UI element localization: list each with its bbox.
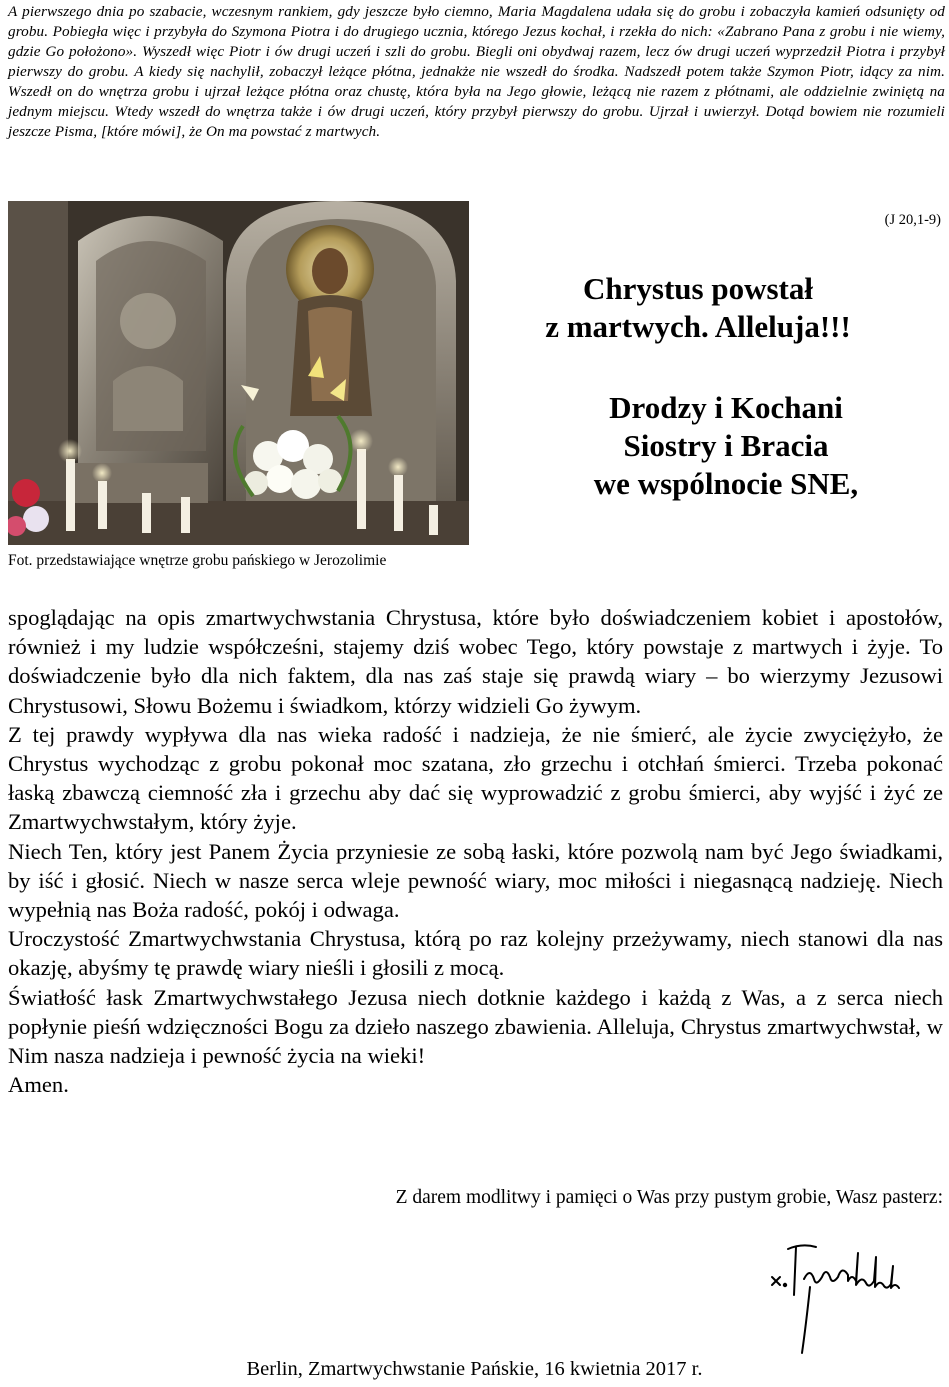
tomb-interior-photo <box>8 201 469 545</box>
greeting-line-2: Siostry i Bracia <box>623 428 829 463</box>
scripture-reference: (J 20,1-9) <box>884 212 941 228</box>
scripture-quote: A pierwszego dnia po szabacie, wczesnym rankiem, gdy jeszcze było ciemno, Maria Magdalena udała się do grobu i zobaczyła kamień odsunięty od grobu. Pobiegła więc i przybyła do Szymona Piotra i do drugiego ucznia, którego Jezus kochał, i rzekła do nich: «Zabrano Pana z grobu i nie wiemy, gdzie Go położono». Wyszedł więc Piotr i ów drugi uczeń i szli do grobu. Biegli oni obydwaj razem, lecz ów drugi uczeń wyprzedził Piotra i przybył pierwszy do grobu. A kiedy się nachylił, zobaczył leżące płótna, jednakże nie wszedł do środka. Nadszedł potem także Szymon Piotr, idący za nim. Wszedł on do wnętrza grobu i ujrzał leżące płótna oraz chustę, która była na Jego głowie, leżącą nie razem z płótnami, ale oddzielnie zwiniętą na jednym miejscu. Wtedy wszedł do wnętrza także i ów drugi uczeń, który przybył pierwszy do grobu. Ujrzał i uwierzył. Dotąd bowiem nie rozumieli jeszcze Pisma, [które mówi], że On ma powstać z martwych. <box>8 3 945 140</box>
body-paragraph-amen: Amen. <box>8 1072 69 1098</box>
easter-heading-line-2: z martwych. Alleluja!!! <box>545 309 851 344</box>
greeting-line-1: Drodzy i Kochani <box>609 390 843 425</box>
body-paragraph-1: spoglądając na opis zmartwychwstania Chrystusa, które było doświadczeniem kobiet i apostołów, również i my ludzie współcześni, stajemy dziś wobec Tego, który powstaje z martwych i żyje. To doświadczenie było dla nich faktem, dla nas zaś staje się prawdą wiary – bo wierzymy Jezusowi Chrystusowi, Słowu Bożemu i świadkom, którzy widzieli Go żywym. <box>8 605 943 718</box>
handwritten-signature <box>758 1235 933 1360</box>
photo-caption: Fot. przedstawiające wnętrze grobu pańskiego w Jerozolimie <box>8 552 387 569</box>
easter-heading <box>478 270 918 346</box>
easter-heading-line-1: Chrystus powstał <box>583 271 813 306</box>
body-paragraph-4: Uroczystość Zmartwychwstania Chrystusa, którą po raz kolejny przeżywamy, niech stanowi dla nas okazję, abyśmy tę prawdę wiary nieśli i głosili z mocą. <box>8 926 943 981</box>
letter-body <box>8 603 943 1099</box>
body-paragraph-3: Niech Ten, który jest Panem Życia przyniesie ze sobą łaski, które pozwolą nam być Jego świadkami, by iść i głosić. Niech w nasze serca wleje pewność wiary, moc miłości i niegasnącą nadzieję. Niech wypełnią nas Boża radość, pokój i odwaga. <box>8 838 943 923</box>
tomb-interior-illustration <box>8 201 469 545</box>
closing-line: Z darem modlitwy i pamięci o Was przy pustym grobie, Wasz pasterz: <box>395 1187 943 1208</box>
body-paragraph-2: Z tej prawdy wypływa dla nas wieka radość i nadzieja, że nie śmierć, ale życie zwyciężyło, że Chrystus wychodząc z grobu pokonał moc szatana, zło grzechu i otchłań śmierci. Trzeba pokonać łaską zbawczą ciemność zła i grzechu aby dać się wyprowadzić z grobu śmierci, aby wyjść i żyć ze Zmartwychwstałym, który żyje. <box>8 721 943 835</box>
greeting-line-3: we wspólnocie SNE, <box>593 466 859 501</box>
dateline: Berlin, Zmartwychwstanie Pańskie, 16 kwietnia 2017 r. <box>246 1358 703 1380</box>
body-paragraph-5: Światłość łask Zmartwychwstałego Jezusa niech dotknie każdego i każdą z Was, a z serca niech popłynie pieśń wdzięczności Bogu za dzieło naszego zbawienia. Alleluja, Chrystus zmartwychwstał, w Nim nasza nadzieja i pewność życia na wieki! <box>8 984 943 1069</box>
greeting-heading <box>516 389 936 503</box>
